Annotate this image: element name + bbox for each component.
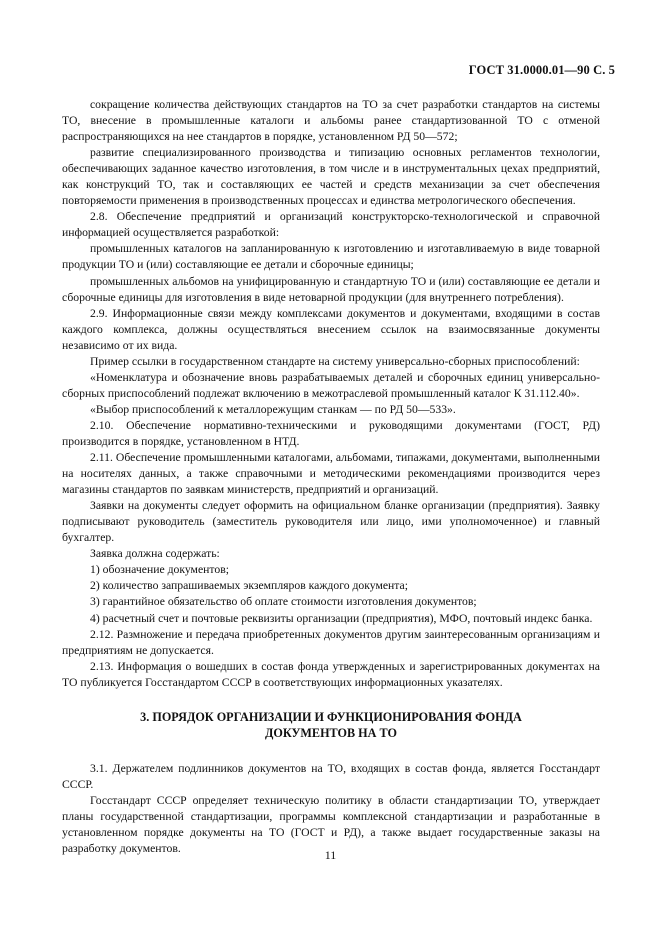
- paragraph: сокращение количества действующих стандартов на ТО за счет разработки стандартов на системы ТО, внесение в промышленные каталоги и альбомы ранее стандартизованной ТО с отменой распространяющихся на нее стандартов в порядке, установленном РД 50—572;: [62, 98, 600, 144]
- paragraph-2-12: 2.12. Размножение и передача приобретенных документов другим заинтересованным организациям и предприятиям не допускается.: [62, 627, 600, 657]
- page-number: 11: [324, 848, 337, 862]
- example-quote: «Номенклатура и обозначение вновь разрабатываемых деталей и сборочных единиц универсально-сборных приспособлений подлежат включению в межотраслевой промышленный каталог К 31.112.40».: [62, 370, 600, 400]
- example-quote: «Выбор приспособлений к металлорежущим станкам — по РД 50—533».: [90, 402, 456, 416]
- list-item: 4) расчетный счет и почтовые реквизиты организации (предприятия), МФО, почтовый индекс банка.: [90, 611, 593, 625]
- list-item: 3) гарантийное обязательство об оплате стоимости изготовления документов;: [90, 595, 477, 609]
- paragraph-3-1: 3.1. Держателем подлинников документов на ТО, входящих в состав фонда, является Госстандарт СССР.: [62, 761, 600, 791]
- section-title-line: ДОКУМЕНТОВ НА ТО: [265, 725, 397, 740]
- paragraph-2-13: 2.13. Информация о вошедших в состав фонда утвержденных и зарегистрированных документах на ТО публикуется Госстандартом СССР в соответствующих информационных указателях.: [62, 659, 600, 689]
- paragraph: Заявка должна содержать:: [90, 547, 220, 561]
- paragraph: промышленных альбомов на унифицированную и стандартную ТО и (или) составляющие ее детали и сборочные единицы для изготовления в виде нетоварной продукции (для внутреннего потребления).: [62, 274, 600, 304]
- paragraph: развитие специализированного производства и типизацию основных регламентов технологии, обеспечивающих заданное качество изготовления, в том числе и в инструментальных цехах предприятий, как конструкций ТО, так и составляющих ее частей и средств механизации за счет обеспечения повторяемости применения в производственных процессах и единства метрологического обеспечения.: [62, 146, 600, 208]
- paragraph-2-9: 2.9. Информационные связи между комплексами документов и документами, входящими в состав каждого комплекса, должны осуществляться внесением ссылок на взаимосвязанные документы независимо от их вида.: [62, 306, 600, 352]
- list-item: 2) количество запрашиваемых экземпляров каждого документа;: [90, 579, 408, 593]
- paragraph: Заявки на документы следует оформить на официальном бланке организации (предприятия). Заявку подписывают руководитель (заместитель руководителя или лицо, ими уполномоченное) и главный бухгалтер.: [62, 499, 600, 545]
- paragraph: Госстандарт СССР определяет техническую политику в области стандартизации ТО, утверждает планы государственной стандартизации, программы комплексной стандартизации и разработанные в установленном порядке документы на ТО (ГОСТ и РД), а также выдает государственные заказы на разработку документов.: [62, 793, 600, 855]
- page-header: ГОСТ 31.0000.01—90 С. 5: [468, 63, 615, 77]
- section-title: [62, 709, 600, 741]
- paragraph-2-8: 2.8. Обеспечение предприятий и организаций конструкторско-технологической и справочной информацией осуществляется разработкой:: [62, 210, 600, 240]
- list-item: 1) обозначение документов;: [90, 563, 229, 577]
- page-body: [62, 97, 600, 857]
- paragraph-2-10: 2.10. Обеспечение нормативно-техническими и руководящими документами (ГОСТ, РД) производится в порядке, установленном в НТД.: [62, 418, 600, 448]
- example-intro: Пример ссылки в государственном стандарте на систему универсально-сборных приспособлений:: [90, 354, 580, 368]
- section-title-line: 3. ПОРЯДОК ОРГАНИЗАЦИИ И ФУНКЦИОНИРОВАНИЯ ФОНДА: [140, 709, 522, 724]
- paragraph-2-11: 2.11. Обеспечение промышленными каталогами, альбомами, типажами, документами, выполненными на носителях данных, а также справочными и методическими рекомендациями производится через магазины стандартов по заявкам министерств, предприятий и организаций.: [62, 451, 600, 497]
- paragraph: промышленных каталогов на запланированную к изготовлению и изготавливаемую в виде товарной продукции ТО и (или) составляющие ее детали и сборочные единицы;: [62, 242, 600, 272]
